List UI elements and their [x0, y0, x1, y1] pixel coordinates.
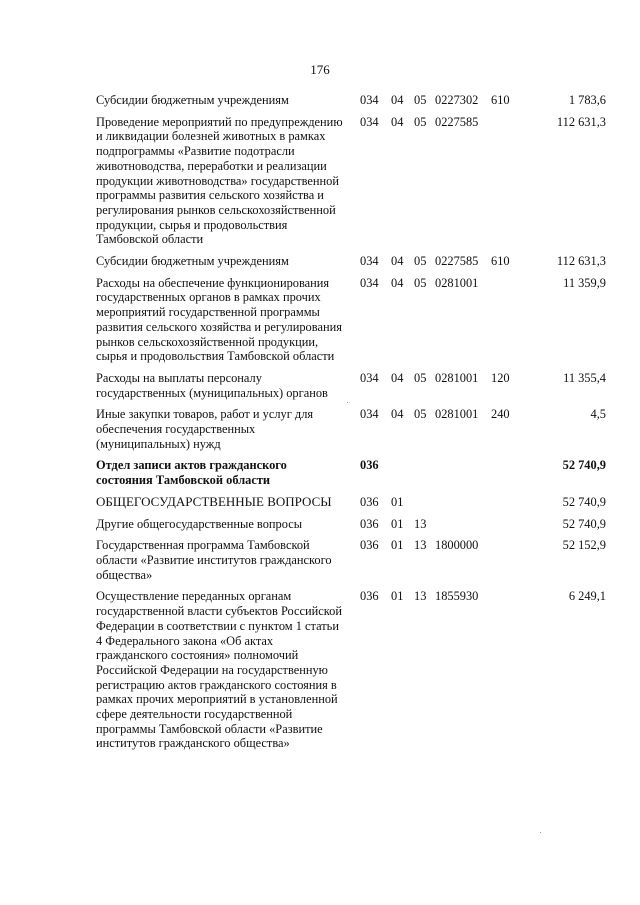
row-ved: 036	[360, 458, 379, 473]
row-csr: 0227302	[435, 93, 479, 107]
row-sum: 6 249,1	[568, 589, 606, 604]
row-sum: 52 740,9	[562, 516, 606, 531]
row-csr: 0281001	[435, 407, 479, 422]
row-ved: 034	[360, 275, 379, 290]
row-name: Субсидии бюджетным учреждениям	[96, 93, 289, 107]
row-csr: 0281001	[435, 370, 479, 385]
table-row	[96, 115, 606, 247]
scan-speck	[347, 402, 348, 403]
row-ved: 036	[360, 516, 379, 531]
row-rz: 04	[391, 254, 404, 269]
row-ved: 034	[360, 370, 379, 385]
row-rz: 01	[391, 589, 404, 604]
row-name: Субсидии бюджетным учреждениям	[96, 254, 289, 269]
table-row	[96, 407, 606, 451]
page-number: 176	[310, 62, 330, 77]
table-row	[96, 517, 606, 532]
table-row	[96, 589, 606, 751]
row-pr: 05	[414, 275, 427, 290]
row-name: Государственная программа Тамбовской области «Развитие институтов гражданского общества»	[96, 538, 332, 582]
row-name: Расходы на обеспечение функционирования государственных органов в рамках прочих мероприятий государственной программы развития сельского хозяйства и регулирования рынков сельскохозяйственной продукции, сырья и продовольствия Тамбовской области	[96, 275, 342, 364]
row-rz: 04	[391, 275, 404, 290]
row-name: ОБЩЕГОСУДАРСТВЕННЫЕ ВОПРОСЫ	[96, 493, 332, 509]
row-rz: 01	[391, 538, 404, 553]
table-row	[96, 93, 606, 108]
row-csr: 0227585	[435, 254, 479, 269]
table-row	[96, 254, 606, 269]
row-sum: 11 359,9	[563, 275, 606, 290]
row-csr: 0227585	[435, 114, 479, 129]
row-ved: 036	[360, 494, 379, 509]
row-rz: 04	[391, 93, 404, 107]
row-rz: 04	[391, 114, 404, 129]
row-sum: 52 152,9	[562, 538, 606, 553]
row-sum: 1 783,6	[568, 93, 606, 107]
table-row	[96, 458, 606, 487]
row-ved: 036	[360, 589, 379, 604]
row-rz: 04	[391, 370, 404, 385]
row-vr: 120	[491, 370, 510, 385]
row-vr: 610	[491, 254, 510, 269]
row-sum: 52 740,9	[562, 458, 606, 473]
row-ved: 034	[360, 254, 379, 269]
row-csr: 0281001	[435, 275, 479, 290]
row-name: Осуществление переданных органам государственной власти субъектов Российской Федерации в соответствии с пунктом 1 статьи 4 Федерального закона «Об актах гражданского состояния» полномочий Российской Федерации на государственную регистрацию актов гражданского состояния в рамках прочих мероприятий в установленной сфере деятельности государственной программы Тамбовской области «Развитие институтов гражданского общества»	[96, 589, 343, 751]
row-pr: 13	[414, 589, 427, 604]
row-pr: 13	[414, 538, 427, 553]
row-pr: 05	[414, 254, 427, 269]
row-vr: 610	[491, 93, 510, 107]
row-rz: 01	[391, 494, 404, 509]
row-ved: 036	[360, 538, 379, 553]
row-name: Другие общегосударственные вопросы	[96, 516, 303, 531]
row-name: Иные закупки товаров, работ и услуг для обеспечения государственных (муниципальных) нужд	[96, 407, 314, 451]
row-vr: 240	[491, 407, 510, 422]
row-ved: 034	[360, 114, 379, 129]
row-sum: 4,5	[590, 407, 606, 422]
row-pr: 05	[414, 114, 427, 129]
row-name: Расходы на выплаты персоналу государственных (муниципальных) органов	[96, 370, 328, 400]
row-pr: 05	[414, 370, 427, 385]
table-row	[96, 371, 606, 400]
row-name: Проведение мероприятий по предупреждению и ликвидации болезней животных в рамках подпрограммы «Развитие подотрасли животноводства, переработки и реализации продукции животноводства» государственной программы развития сельского хозяйства и регулирования рынков сельскохозяйственной продукции, сырья и продовольствия Тамбовской области	[96, 114, 343, 247]
row-pr: 05	[414, 407, 427, 422]
row-csr: 1855930	[435, 589, 479, 604]
row-pr: 13	[414, 516, 427, 531]
row-sum: 112 631,3	[556, 254, 606, 269]
row-ved: 034	[360, 93, 379, 107]
row-name: Отдел записи актов гражданского состояния Тамбовской области	[96, 458, 287, 488]
table-row	[96, 276, 606, 364]
table-row	[96, 538, 606, 582]
row-pr: 05	[414, 93, 427, 107]
table-row	[96, 495, 606, 510]
row-sum: 112 631,3	[556, 114, 606, 129]
row-csr: 1800000	[435, 538, 479, 553]
budget-table	[96, 93, 606, 758]
row-sum: 11 355,4	[563, 370, 606, 385]
row-ved: 034	[360, 407, 379, 422]
row-rz: 01	[391, 516, 404, 531]
row-rz: 04	[391, 407, 404, 422]
scan-speck	[540, 832, 541, 833]
row-sum: 52 740,9	[562, 494, 606, 509]
